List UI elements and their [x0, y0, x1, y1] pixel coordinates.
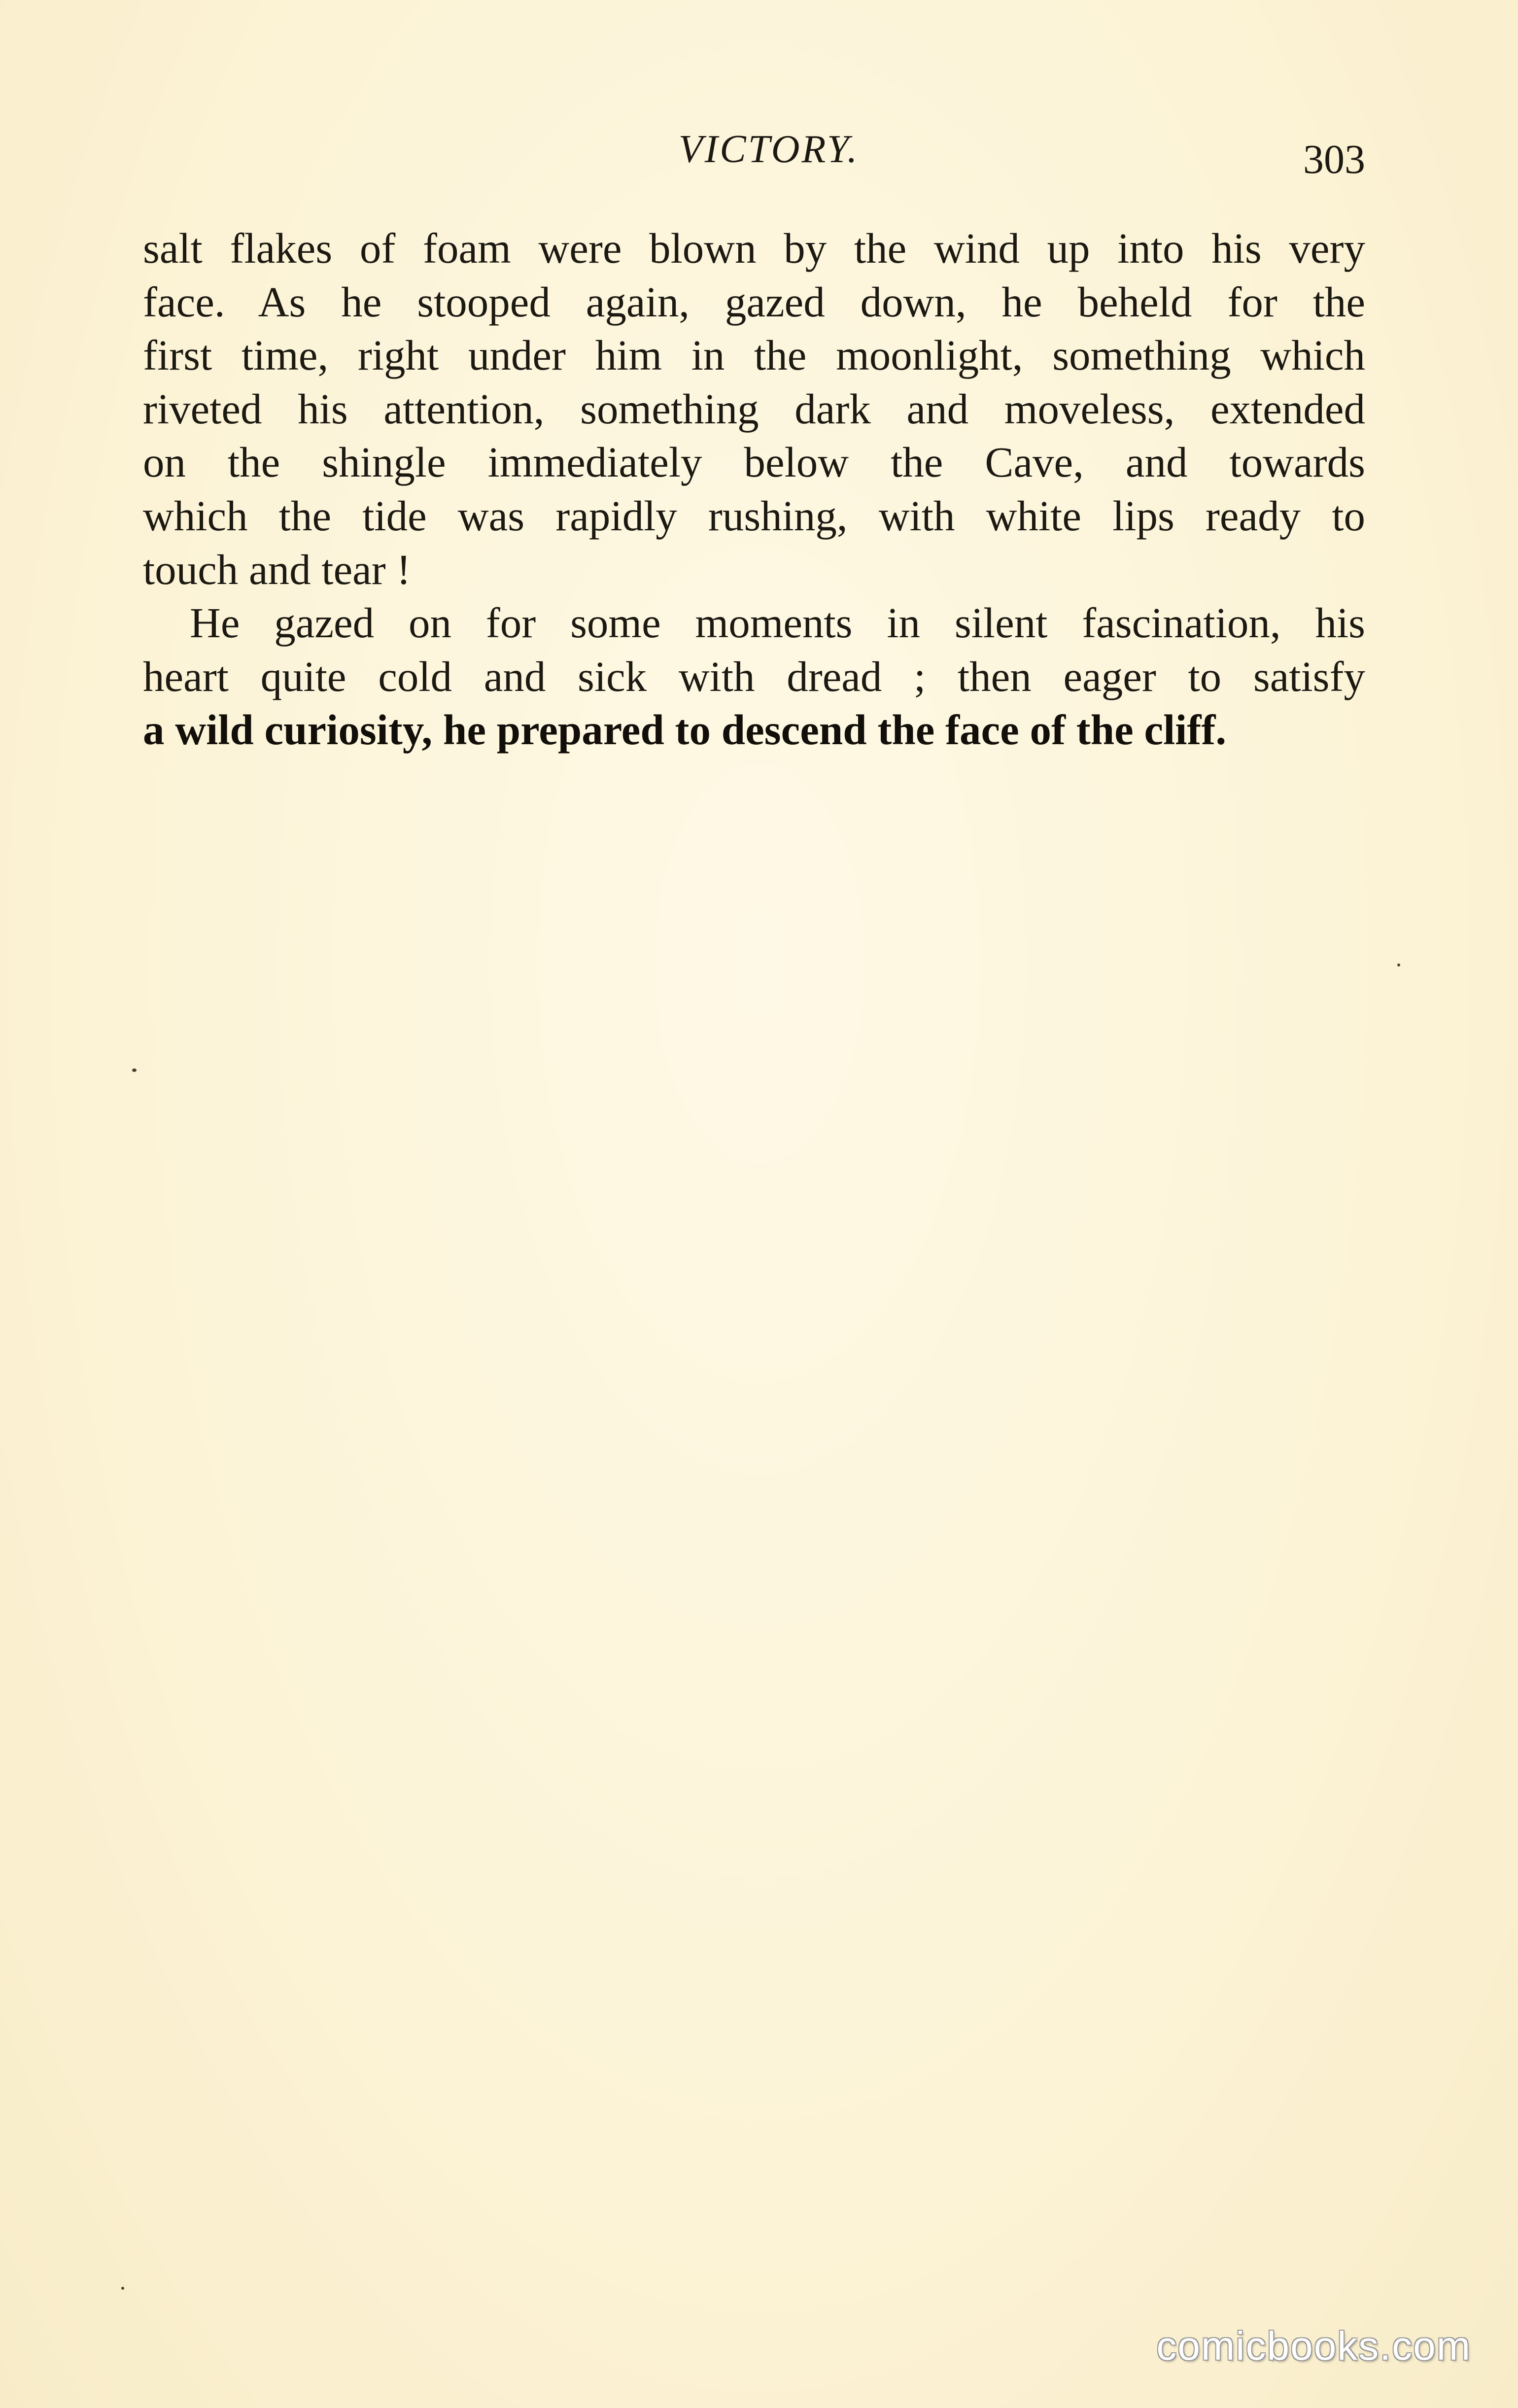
text-line: a wild curiosity, he prepared to descend the face of the cliff. [143, 706, 1227, 754]
text-line: salt flakes of foam were blown by the wind up into his very [143, 224, 1365, 272]
text-line: which the tide was rapidly rushing, with white lips ready to [143, 491, 1365, 540]
body-text [143, 222, 1365, 757]
text-line: He gazed on for some moments in silent fascination, his [190, 599, 1365, 647]
running-title: VICTORY. [678, 128, 860, 171]
text-line: face. As he stooped again, gazed down, he beheld for the [143, 277, 1365, 326]
text-line: heart quite cold and sick with dread ; then eager to satisfy [143, 652, 1365, 700]
page-number: 303 [1303, 137, 1365, 182]
text-line: on the shingle immediately below the Cave, and towards [143, 438, 1365, 486]
running-head [0, 127, 1518, 172]
paper-speck [132, 1068, 137, 1072]
text-line: riveted his attention, something dark and moveless, extended [143, 384, 1365, 433]
paper-speck [1397, 963, 1400, 966]
text-line: touch and tear ! [143, 545, 411, 593]
watermark: comicbooks.com [1156, 2324, 1471, 2369]
text-line: first time, right under him in the moonlight, something which [143, 331, 1365, 379]
paper-speck [121, 2287, 124, 2290]
